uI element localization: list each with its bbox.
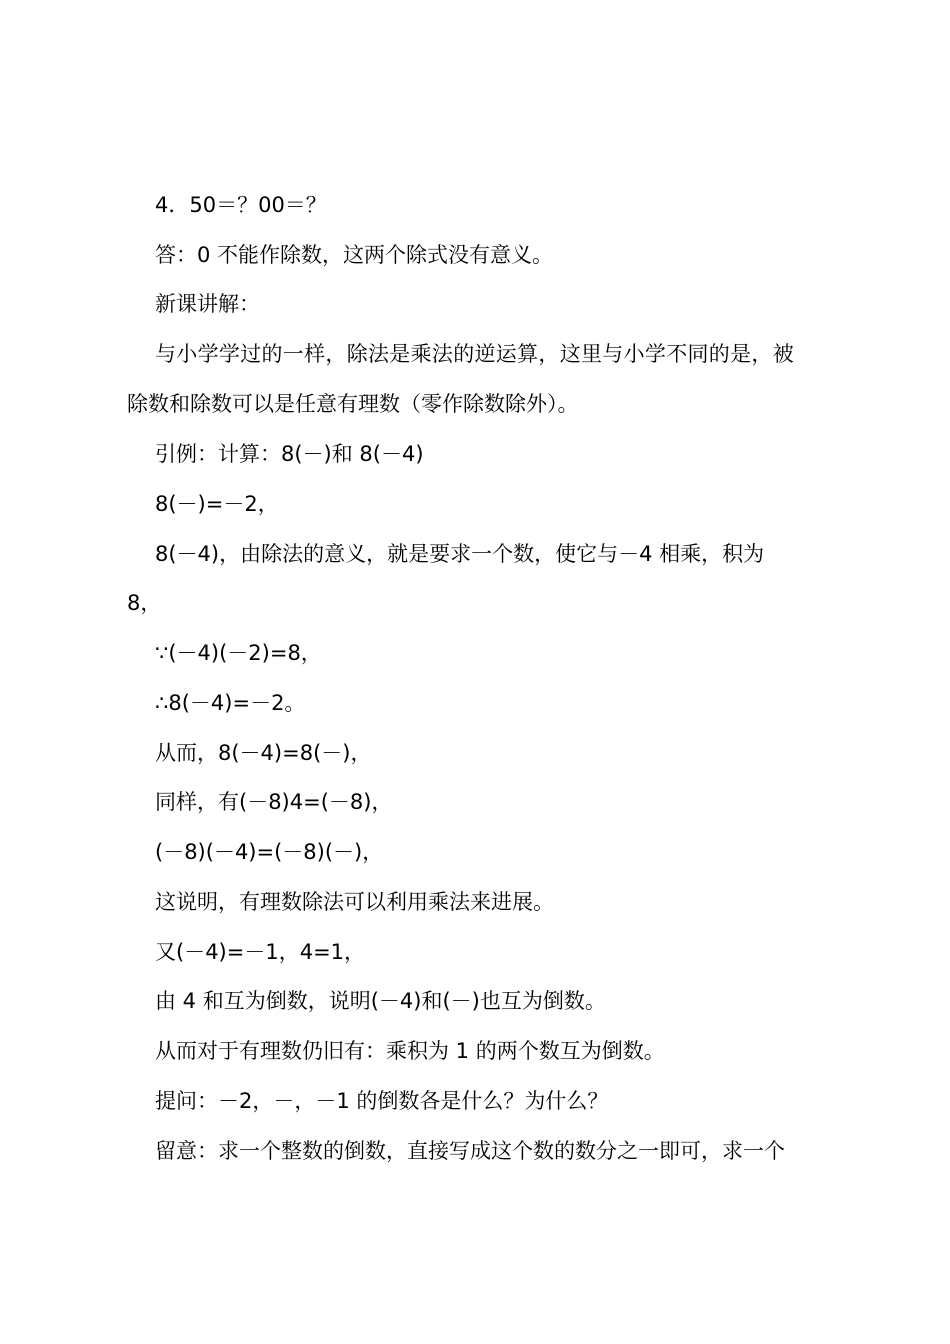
text-line: 8， (127, 591, 162, 615)
text-line: 答：0 不能作除数，这两个除式没有意义。 (155, 243, 554, 267)
text-line: 从而对于有理数仍旧有：乘积为 1 的两个数互为倒数。 (155, 1039, 665, 1063)
text-line: 从而，8(－4)=8(－)， (155, 741, 372, 765)
text-line: ∵(－4)(－2)=8， (155, 641, 322, 665)
text-line: 与小学学过的一样，除法是乘法的逆运算，这里与小学不同的是，被 (155, 342, 794, 366)
text-line: 8(－)=－2， (155, 492, 279, 516)
text-line: 同样，有(－8)4=(－8)， (155, 790, 393, 814)
text-line: 新课讲解： (155, 292, 260, 316)
text-line: 除数和除数可以是任意有理数（零作除数除外）。 (127, 392, 579, 416)
text-line: 8(－4)，由除法的意义，就是要求一个数，使它与－4 相乘，积为 (155, 542, 765, 566)
text-line: 留意：求一个整数的倒数，直接写成这个数的数分之一即可，求一个 (155, 1139, 785, 1163)
text-line: 提问：－2，－，－1 的倒数各是什么？为什么？ (155, 1089, 609, 1113)
text-line: 这说明，有理数除法可以利用乘法来进展。 (155, 890, 554, 914)
text-line: 由 4 和互为倒数，说明(－4)和(－)也互为倒数。 (155, 989, 606, 1013)
text-line: 引例：计算：8(－)和 8(－4) (155, 442, 424, 466)
text-line: 又(－4)=－1，4=1， (155, 940, 366, 964)
text-line: ∴8(－4)=－2。 (155, 691, 306, 715)
text-line: 4．50＝？00＝？ (155, 193, 327, 217)
text-line: (－8)(－4)=(－8)(－)， (155, 840, 384, 864)
